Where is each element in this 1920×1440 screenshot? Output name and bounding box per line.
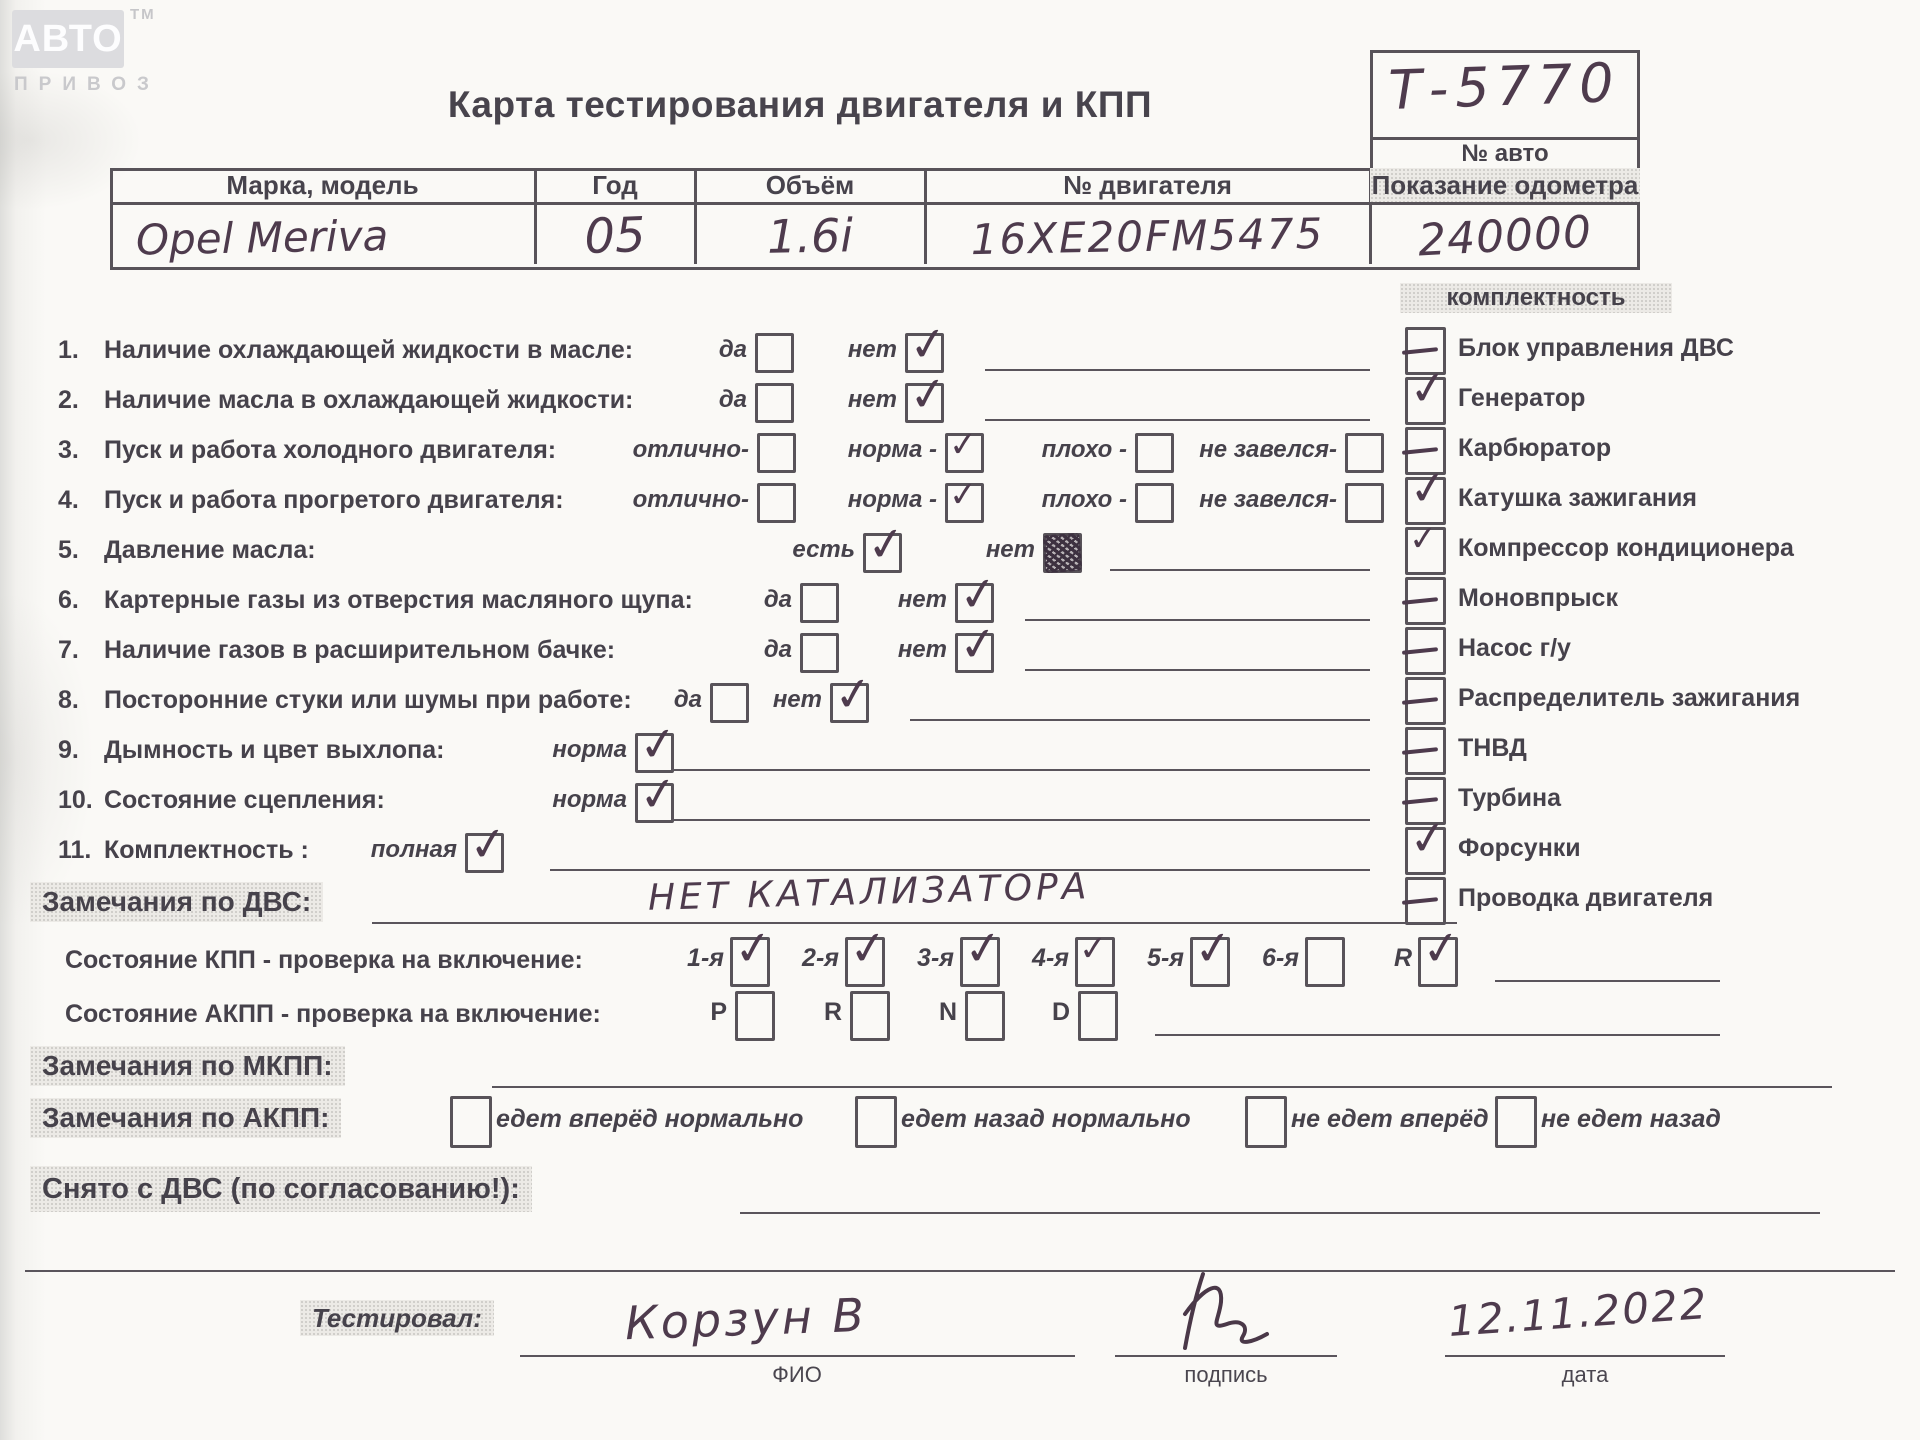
kpp-gear-checkbox[interactable] — [1075, 928, 1115, 987]
dvs-remarks-value: НЕТ КАТАЛИЗАТОРА — [647, 866, 1091, 919]
check-option-label: норма — [552, 786, 627, 813]
check-option-label: нет — [847, 386, 897, 413]
check-item-row — [0, 564, 1920, 625]
page-title: Карта тестирования двигателя и КПП — [447, 84, 1153, 125]
akpp-gear-label: D — [1051, 998, 1070, 1026]
completeness-label: Турбина — [1458, 784, 1561, 812]
akpp-gear-checkbox[interactable] — [1078, 991, 1118, 1041]
akpp-option-label: не едет вперёд — [1291, 1105, 1489, 1133]
tester-date-caption: дата — [1561, 1362, 1609, 1387]
vehicle-col-value: 16XE20FM5475 — [970, 208, 1325, 264]
check-option-label: нет — [772, 686, 822, 713]
check-item-field[interactable] — [985, 325, 1370, 371]
kpp-row — [0, 918, 1920, 988]
check-option-label: есть — [792, 536, 855, 563]
akpp-gear-checkbox[interactable] — [965, 991, 1005, 1041]
akpp-option-checkbox[interactable] — [855, 1096, 897, 1148]
check-item-row — [0, 814, 1920, 875]
tester-fio-value: Корзун В — [624, 1287, 868, 1351]
check-item-field[interactable] — [672, 725, 1370, 771]
mkpp-remarks-label: Замечания по МКПП: — [30, 1046, 345, 1086]
car-number-value: Т-5770 — [1387, 50, 1622, 123]
separator-line — [25, 1230, 1895, 1272]
dvs-remarks-label: Замечания по ДВС: — [30, 882, 323, 922]
checkmark: ✓ — [1077, 928, 1109, 970]
check-item-number: 7. — [58, 636, 79, 664]
check-item-row — [0, 714, 1920, 775]
check-item-row — [0, 475, 1920, 525]
checkmark: ✓ — [955, 564, 1001, 624]
akpp-option-label: едет вперёд нормально — [496, 1105, 804, 1133]
check-option-label: не завелся- — [1199, 436, 1337, 463]
check-item-label: Посторонние стуки или шумы при работе: — [104, 686, 632, 714]
check-item-row — [0, 614, 1920, 675]
kpp-gear-checkbox[interactable] — [730, 918, 776, 987]
kpp-gear-checkbox[interactable] — [1418, 918, 1464, 987]
vehicle-col-value: 240000 — [1416, 205, 1594, 267]
kpp-gear-checkbox[interactable] — [1190, 918, 1236, 987]
checkmark: ✓ — [863, 514, 909, 574]
vehicle-col-header: Показание одометра — [1371, 170, 1639, 200]
check-item-label: Наличие масла в охлаждающей жидкости: — [104, 386, 634, 414]
check-option-checkbox[interactable] — [905, 364, 951, 424]
akpp-option-checkbox[interactable] — [1245, 1096, 1287, 1148]
check-option-label: да — [718, 336, 747, 363]
check-option-checkbox[interactable] — [1135, 483, 1174, 523]
check-option-label: да — [763, 586, 792, 613]
check-option-label: нет — [985, 536, 1035, 563]
tester-fio-caption: ФИО — [772, 1362, 822, 1387]
kpp-gear-label: 6-я — [1262, 944, 1299, 972]
check-item-number: 10. — [58, 786, 93, 814]
check-option-label: плохо - — [1041, 436, 1127, 463]
checkmark: ✓ — [1405, 458, 1451, 518]
check-option-checkbox[interactable] — [800, 583, 839, 623]
completeness-label: Проводка двигателя — [1458, 884, 1714, 912]
completeness-label: Генератор — [1458, 384, 1586, 412]
check-option-checkbox[interactable] — [1345, 433, 1384, 473]
completeness-label: Компрессор кондиционера — [1458, 534, 1794, 562]
check-option-checkbox[interactable] — [1135, 433, 1174, 473]
check-option-label: плохо - — [1041, 486, 1127, 513]
check-item-row — [0, 514, 1920, 575]
scribble-mark — [1043, 533, 1083, 574]
vehicle-col-header: Объём — [765, 170, 855, 200]
checkmark: ✓ — [905, 314, 951, 374]
check-option-checkbox[interactable] — [955, 614, 1001, 674]
akpp-label: Состояние АКПП - проверка на включение: — [65, 1000, 601, 1028]
removed-from-engine-label: Снято с ДВС (по согласованию!): — [30, 1166, 532, 1212]
completeness-label: Катушка зажигания — [1458, 484, 1697, 512]
car-number-label: № авто — [1461, 140, 1549, 167]
check-option-label: нет — [847, 336, 897, 363]
mkpp-remarks-field[interactable] — [492, 1044, 1832, 1088]
logo-avto: АВТО — [12, 10, 124, 68]
akpp-option-checkbox[interactable] — [1495, 1096, 1537, 1148]
checkmark: ✓ — [1418, 918, 1464, 978]
check-item-number: 3. — [58, 436, 79, 464]
check-item-field[interactable] — [672, 775, 1370, 821]
checkmark: ✓ — [830, 664, 876, 724]
logo-tm-mark: TM — [130, 6, 156, 23]
check-item-field[interactable] — [1025, 575, 1370, 621]
check-item-label: Состояние сцепления: — [104, 786, 385, 814]
check-option-label: отлично- — [632, 486, 749, 513]
check-item-number: 2. — [58, 386, 79, 414]
completeness-label: Распределитель зажигания — [1458, 684, 1801, 712]
kpp-label: Состояние КПП - проверка на включение: — [65, 946, 583, 974]
completeness-header: комплектность — [1400, 283, 1672, 313]
vehicle-col-value: 05 — [583, 206, 647, 266]
check-item-label: Давление масла: — [104, 536, 316, 564]
check-item-row — [0, 364, 1920, 425]
checkmark: ✓ — [845, 918, 891, 978]
checkmark: ✓ — [960, 918, 1006, 978]
kpp-extra-field[interactable] — [1495, 932, 1720, 982]
check-item-number: 5. — [58, 536, 79, 564]
check-option-label: да — [763, 636, 792, 663]
check-option-label: да — [673, 686, 702, 713]
akpp-gear-label: R — [823, 998, 842, 1026]
check-item-number: 6. — [58, 586, 79, 614]
check-option-label: отлично- — [632, 436, 749, 463]
kpp-gear-label: 4-я — [1032, 944, 1069, 972]
check-item-row — [0, 314, 1920, 375]
kpp-gear-label: 2-я — [802, 944, 839, 972]
akpp-row — [0, 986, 1920, 1042]
checkmark: ✓ — [1405, 358, 1451, 418]
akpp-remarks-label: Замечания по АКПП: — [30, 1098, 341, 1138]
akpp-option-label: едет назад нормально — [901, 1105, 1191, 1133]
check-item-label: Наличие газов в расширительном бачке: — [104, 636, 616, 664]
akpp-gear-checkbox[interactable] — [850, 991, 890, 1041]
tester-date-value: 12.11.2022 — [1446, 1278, 1710, 1347]
kpp-gear-label: 3-я — [917, 944, 954, 972]
akpp-option-checkbox[interactable] — [450, 1096, 492, 1148]
checkmark: ✓ — [1190, 918, 1236, 978]
tester-sign-caption: подпись — [1184, 1362, 1268, 1387]
vehicle-col-header: № двигателя — [1063, 170, 1232, 200]
vehicle-col-value: Opel Meriva — [135, 210, 389, 264]
tester-label: Тестировал: — [300, 1300, 494, 1336]
check-item-number: 8. — [58, 686, 79, 714]
vehicle-col-header: Год — [592, 170, 638, 200]
checkmark: ✓ — [730, 918, 776, 978]
check-item-label: Картерные газы из отверстия масляного щупа: — [104, 586, 693, 614]
check-option-checkbox[interactable] — [757, 483, 796, 523]
kpp-gear-checkbox[interactable] — [845, 918, 891, 987]
check-item-field[interactable] — [550, 825, 1370, 871]
completeness-label: Форсунки — [1458, 834, 1581, 862]
check-option-label: нет — [897, 586, 947, 613]
check-item-label: Пуск и работа прогретого двигателя: — [104, 486, 564, 514]
completeness-label: Блок управления ДВС — [1458, 334, 1734, 362]
check-item-label: Пуск и работа холодного двигателя: — [104, 436, 557, 464]
check-item-label: Наличие охлаждающей жидкости в масле: — [104, 336, 634, 364]
check-option-checkbox[interactable] — [757, 433, 796, 473]
check-option-checkbox[interactable] — [945, 424, 984, 473]
check-item-field[interactable] — [1025, 625, 1370, 671]
check-option-checkbox[interactable] — [830, 664, 876, 724]
checkmark: ✓ — [947, 474, 979, 516]
check-item-number: 1. — [58, 336, 79, 364]
check-item-field[interactable] — [1110, 525, 1370, 571]
removed-from-engine-field[interactable] — [740, 1168, 1820, 1214]
check-option-label: норма — [552, 736, 627, 763]
akpp-extra-field[interactable] — [1155, 986, 1720, 1036]
akpp-gear-checkbox[interactable] — [735, 991, 775, 1041]
check-item-field[interactable] — [910, 675, 1370, 721]
check-item-number: 11. — [58, 836, 92, 864]
check-option-checkbox[interactable] — [635, 764, 681, 824]
kpp-gear-checkbox[interactable] — [960, 918, 1006, 987]
check-item-row — [0, 764, 1920, 825]
checkmark: ✓ — [635, 714, 681, 774]
completeness-label: Моновпрыск — [1458, 584, 1618, 612]
check-option-checkbox[interactable] — [465, 814, 511, 874]
check-item-number: 4. — [58, 486, 79, 514]
kpp-gear-label: 5-я — [1147, 944, 1184, 972]
akpp-gear-label: P — [710, 998, 727, 1026]
check-option-label: полная — [370, 836, 457, 863]
logo-privoz: ПРИВОЗ — [14, 74, 160, 95]
check-option-checkbox[interactable] — [755, 383, 794, 423]
checkmark: ✓ — [905, 364, 951, 424]
kpp-gear-label: 1-я — [687, 944, 724, 972]
completeness-label: Карбюратор — [1458, 434, 1612, 462]
signature — [1165, 1268, 1325, 1358]
check-option-label: норма - — [847, 436, 937, 463]
checkmark: ✓ — [1405, 808, 1451, 868]
check-option-label: норма - — [847, 486, 937, 513]
checkmark: ✓ — [635, 764, 681, 824]
akpp-option-label: не едет назад — [1541, 1105, 1721, 1133]
check-option-label: не завелся- — [1199, 486, 1337, 513]
kpp-gear-checkbox[interactable] — [1305, 937, 1345, 987]
check-item-field[interactable] — [985, 375, 1370, 421]
check-option-checkbox[interactable] — [710, 683, 749, 723]
akpp-gear-label: N — [938, 998, 957, 1026]
check-option-checkbox[interactable] — [755, 333, 794, 373]
check-item-row — [0, 425, 1920, 475]
vehicle-col-value: 1.6i — [766, 208, 854, 264]
check-item-number: 9. — [58, 736, 79, 764]
check-item-row — [0, 664, 1920, 725]
check-option-label: нет — [897, 636, 947, 663]
check-option-checkbox[interactable] — [945, 474, 984, 523]
check-option-checkbox[interactable] — [1043, 533, 1082, 573]
check-item-label: Дымность и цвет выхлопа: — [104, 736, 445, 764]
vehicle-col-header: Марка, модель — [226, 170, 419, 200]
check-option-label: да — [718, 386, 747, 413]
check-option-checkbox[interactable] — [863, 514, 909, 574]
checkmark: ✓ — [1407, 518, 1439, 560]
checkmark: ✓ — [947, 424, 979, 466]
check-item-label: Комплектность : — [104, 836, 309, 864]
completeness-label: Насос г/у — [1458, 634, 1571, 662]
kpp-gear-label: R — [1393, 944, 1412, 972]
checkmark: ✓ — [955, 614, 1001, 674]
check-option-checkbox[interactable] — [800, 633, 839, 673]
check-option-checkbox[interactable] — [1345, 483, 1384, 523]
checkmark: ✓ — [465, 814, 511, 874]
completeness-label: ТНВД — [1458, 734, 1527, 762]
